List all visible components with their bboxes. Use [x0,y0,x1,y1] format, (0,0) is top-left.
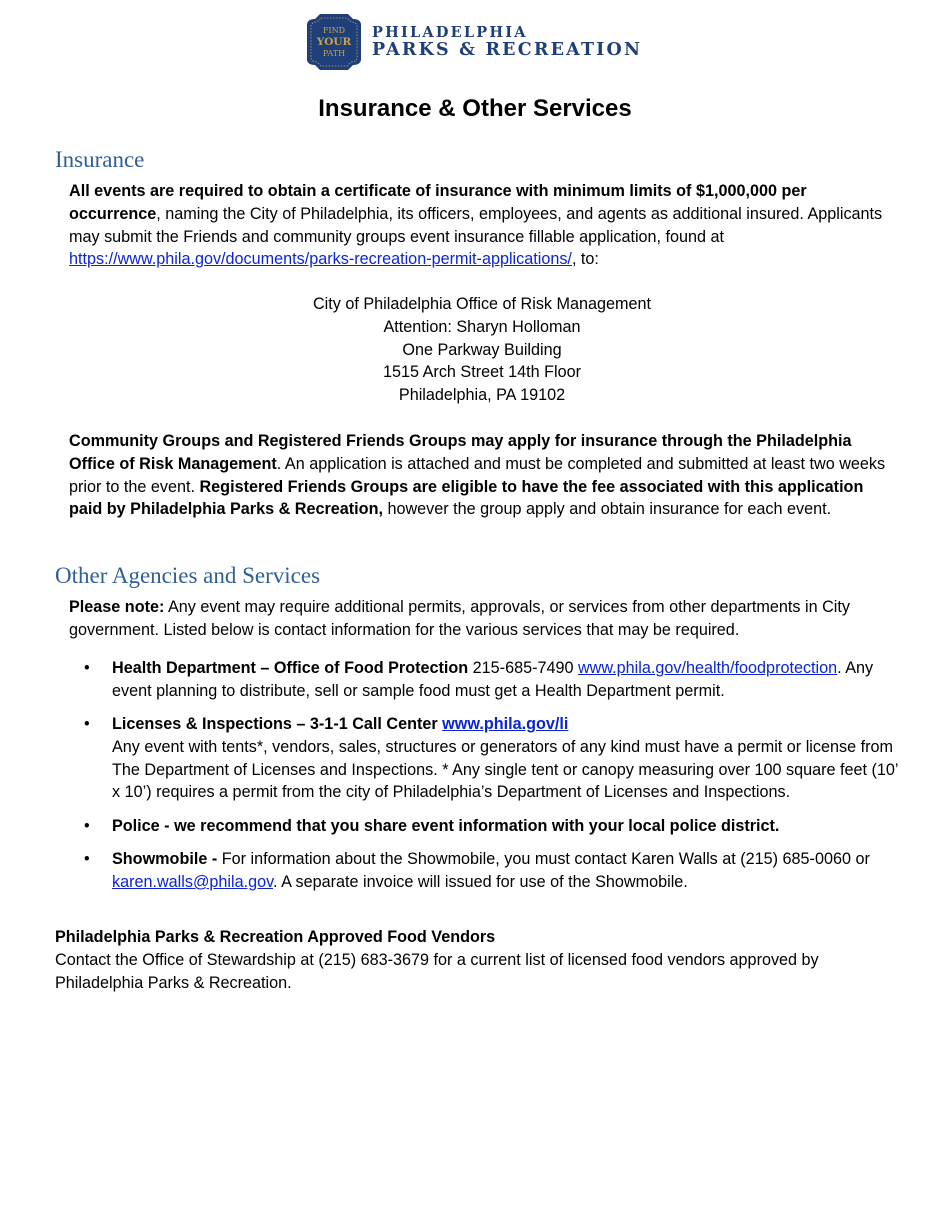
address-line: Attention: Sharyn Holloman [383,317,581,336]
other-agencies-heading: Other Agencies and Services [55,563,321,588]
badge-your: YOUR [316,36,352,48]
food-vendors-heading: Philadelphia Parks & Recreation Approved Food Vendors [55,928,496,946]
insurance-text-end: , to: [571,250,599,269]
list-item-health [84,657,904,703]
bullet-icon: • [84,715,90,734]
risk-management-address [0,293,950,407]
insurance-text: , naming the City of Philadelphia, its officers, employees, and agents as additional insured. Applicants may submit the Friends and community groups event insurance fillable application, found at [69,204,883,246]
showmobile-text-end: . A separate invoice will issued for use of the Showmobile. [273,872,688,891]
list-item-licenses [84,713,904,804]
showmobile-text: For information about the Showmobile, you must contact Karen Walls at (215) 685-0060 or [217,850,870,869]
licenses-link[interactable]: www.phila.gov/li [442,715,569,734]
showmobile-label: Showmobile - [112,850,218,869]
insurance-heading: Insurance [55,147,145,172]
insurance-paragraph [69,180,899,271]
community-groups-bold: Community Groups and Registered Friends Groups may apply for insurance through the Philadelphia Office of Risk Management [69,432,852,473]
logo-line-parks-recreation: PARKS & RECREATION [372,40,643,60]
health-department-label: Health Department – Office of Food Protection [112,659,469,677]
list-item-showmobile [84,848,904,894]
licenses-text: Any event with tents*, vendors, sales, structures or generators of any kind must have a permit or license from The Department of Licenses and Inspections. * Any single tent or canopy measuring over 100 square feet (10’ x 10’) requires a permit from the city of Philadelphia’s Department of Licenses and Inspections. [112,737,898,802]
health-text: . Any event planning to distribute, sell or sample food must get a Health Department permit. [112,659,874,700]
karen-walls-email-link[interactable]: karen.walls@phila.gov [112,872,273,891]
food-protection-link[interactable]: www.phila.gov/health/foodprotection [577,659,838,677]
permit-applications-link[interactable]: https://www.phila.gov/documents/parks-recreation-permit-applications/ [69,250,572,269]
address-line: One Parkway Building [402,340,562,359]
address-line: Philadelphia, PA 19102 [398,386,566,405]
find-your-path-badge-icon [306,13,362,71]
services-list [84,657,904,904]
document-title: Insurance & Other Services [318,95,632,122]
badge-find: FIND [322,26,346,35]
food-vendors-text: Contact the Office of Stewardship at (215) 683-3679 for a current list of licensed food vendors approved by Philadelphia Parks & Recreation. [55,950,819,992]
bullet-icon: • [84,816,90,835]
police-text: Police - we recommend that you share event information with your local police district. [112,816,780,835]
insurance-requirement: All events are required to obtain a certificate of insurance with minimum limits of $1,000,000 per occurrence [69,182,807,223]
ppr-logo [306,13,642,71]
health-phone: 215-685-7490 [468,659,578,677]
community-groups-text: . An application is attached and must be completed and submitted at least two weeks prior to the event. [69,454,886,496]
friends-groups-text: however the group apply and obtain insurance for each event. [382,500,832,519]
please-note-paragraph [69,596,899,642]
address-line: City of Philadelphia Office of Risk Management [312,295,651,313]
please-note-text: Any event may require additional permits, approvals, or services from other departments in City government. Listed below is contact information for the various services that may be required. [69,598,850,639]
community-groups-paragraph [69,430,899,521]
badge-path: PATH [322,49,346,58]
bullet-icon: • [84,850,90,869]
licenses-label: Licenses & Inspections – 3-1-1 Call Center [112,715,438,734]
address-line: 1515 Arch Street 14th Floor [383,363,581,382]
food-vendors-section [55,926,905,994]
logo-line-philadelphia: PHILADELPHIA [372,24,528,41]
logo-wordmark [372,24,642,60]
please-note-label: Please note: [69,598,165,616]
friends-groups-bold: Registered Friends Groups are eligible to have the fee associated with this application paid by Philadelphia Parks & Recreation, [69,477,864,519]
list-item-police [84,815,904,838]
bullet-icon: • [84,659,90,677]
